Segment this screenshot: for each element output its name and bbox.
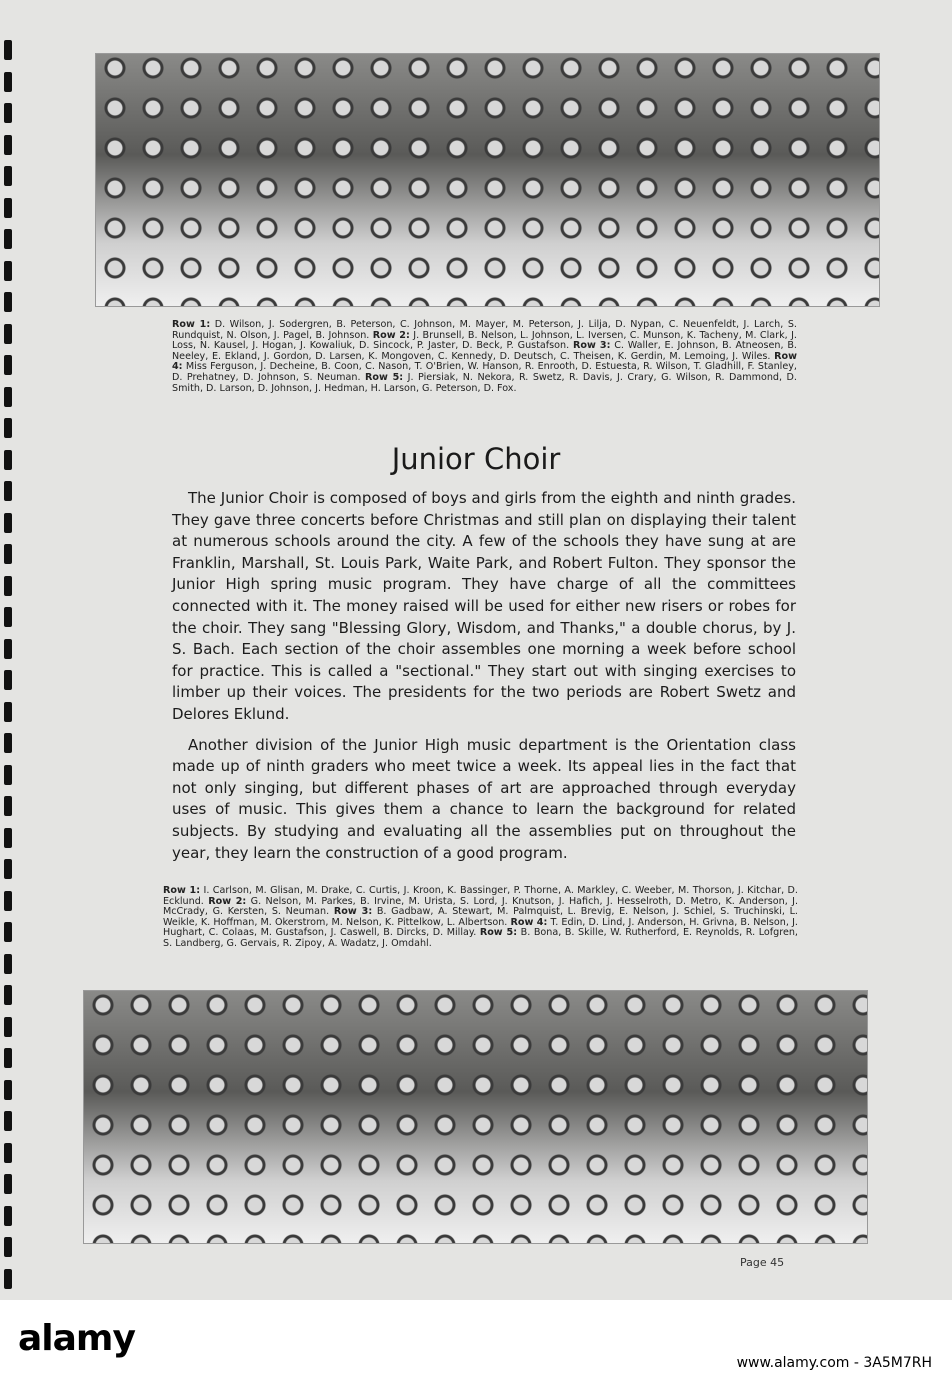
spiral-ring: [4, 355, 12, 375]
spiral-ring: [4, 576, 12, 596]
spiral-ring: [4, 418, 12, 438]
spiral-ring: [4, 103, 12, 123]
paragraph: Another division of the Junior High music department is the Orientation class made up of ninth graders who meet twice a week. Its appeal lies in the fact that not only singing, but different phases of art are approached through everyday uses of music. This gives them a chance to learn the background for related subjects. By studying and evaluating all the assemblies put on throughout the year, they learn the construction of a good program.: [172, 735, 796, 862]
caption-row: Row 2: J. Brunsell, B. Nelson, L. Johnson, L. Iversen, C. Munson, K. Tacheny, M. Clark, J. Loss, N. Kausel, J. Hogan, J. Kowaliuk, D. Sincock, P. Jaster, D. Beck, P. Gustafson.: [172, 329, 797, 352]
page-number: Page 45: [740, 1256, 785, 1269]
spiral-ring: [4, 166, 12, 186]
paragraph: The Junior Choir is composed of boys and girls from the eighth and ninth grades. They gave three concerts before Christmas and still plan on displaying their talent at numerous schools around the city. A few of the schools they have sung at are Franklin, Marshall, St. Louis Park, Waite Park, and Robert Fulton. They sponsor the Junior High spring music program. They have charge of all the committees connected with it. The money raised will be used for either new risers or robes for the choir. They sang "Blessing Glory, Wisdom, and Thanks," a double chorus, by J. S. Bach. Each section of the choir assembles one morning a week before school for practice. This is called a "sectional." They start out with singing exercises to limber up their voices. The presidents for the two periods are Robert Swetz and Delores Eklund.: [172, 489, 796, 723]
choir-group-photo-top: [95, 53, 880, 307]
caption-row: Row 4: T. Edin, D. Lind, J. Anderson, H. Grivna, B. Nelson, J. Hughart, C. Colaas, M. Gustafson, J. Caswell, B. Dircks, D. Millay.: [163, 916, 798, 939]
spiral-ring: [4, 198, 12, 218]
spiral-ring: [4, 1111, 12, 1131]
spiral-binding: [4, 40, 16, 1290]
choir-group-photo-bottom: [83, 990, 868, 1244]
article-body: [172, 488, 796, 873]
spiral-ring: [4, 702, 12, 722]
spiral-ring: [4, 733, 12, 753]
spiral-ring: [4, 1237, 12, 1257]
spiral-ring: [4, 1174, 12, 1194]
spiral-ring: [4, 261, 12, 281]
alamy-logo: alamy: [18, 1318, 135, 1359]
spiral-ring: [4, 607, 12, 627]
spiral-ring: [4, 765, 12, 785]
spiral-ring: [4, 1017, 12, 1037]
watermark-footer: [0, 1300, 952, 1390]
spiral-ring: [4, 40, 12, 60]
spiral-ring: [4, 639, 12, 659]
spiral-ring: [4, 922, 12, 942]
spiral-ring: [4, 985, 12, 1005]
spiral-ring: [4, 387, 12, 407]
stock-id-text: www.alamy.com - 3A5M7RH: [736, 1355, 932, 1371]
spiral-ring: [4, 1080, 12, 1100]
caption-row: Row 3: B. Gadbaw, A. Stewart, M. Palmquist, L. Brevig, E. Nelson, J. Schiel, S. Truchinski, L. Weikle, K. Hoffman, M. Okerstrom, M. Nelson, K. Pittelkow, L. Albertson.: [163, 906, 798, 928]
caption-row: Row 3: C. Waller, E. Johnson, B. Atneosen, B. Neeley, E. Ekland, J. Gordon, D. Larsen, K. Mongoven, C. Kennedy, D. Deutsch, C. Theisen, K. Gerdin, M. Lemoing, J. Wiles.: [172, 340, 797, 362]
spiral-ring: [4, 1048, 12, 1068]
spiral-ring: [4, 1206, 12, 1226]
section-title: Junior Choir: [391, 442, 561, 476]
caption-row: Row 2: G. Nelson, M. Parkes, B. Irvine, M. Urista, S. Lord, J. Knutson, J. Hafich, J. Hesselroth, D. Metro, K. Anderson, J. McCrady, G. Kersten, S. Neuman.: [163, 895, 799, 918]
spiral-ring: [4, 513, 12, 533]
top-photo-caption: [172, 320, 797, 394]
spiral-ring: [4, 828, 12, 848]
spiral-ring: [4, 670, 12, 690]
spiral-ring: [4, 292, 12, 312]
caption-row: Row 5: B. Bona, B. Skille, W. Rutherford, E. Reynolds, R. Lofgren, S. Landberg, G. Gervais, R. Zipoy, A. Wadatz, J. Omdahl.: [163, 927, 798, 949]
spiral-ring: [4, 481, 12, 501]
spiral-ring: [4, 544, 12, 564]
spiral-ring: [4, 954, 12, 974]
spiral-ring: [4, 891, 12, 911]
spiral-ring: [4, 1143, 12, 1163]
spiral-ring: [4, 796, 12, 816]
caption-row: Row 4: Miss Ferguson, J. Decheine, B. Coon, C. Nason, T. O'Brien, W. Hanson, R. Enrooth, D. Estuesta, R. Wilson, T. Gladhill, F. Stanley, D. Prehatney, D. Johnson, S. Neuman.: [172, 350, 797, 383]
spiral-ring: [4, 859, 12, 879]
spiral-ring: [4, 72, 12, 92]
caption-row: Row 1: I. Carlson, M. Glisan, M. Drake, C. Curtis, J. Kroon, K. Bassinger, P. Thorne, A. Markley, C. Weeber, M. Thorson, J. Kitchar, D. Ecklund.: [163, 885, 798, 907]
spiral-ring: [4, 324, 12, 344]
caption-row: Row 5: J. Piersiak, N. Nekora, R. Swetz, R. Davis, J. Crary, G. Wilson, R. Dammond, D. Smith, D. Larson, D. Johnson, J. Hedman, H. Larson, G. Peterson, D. Fox.: [172, 371, 797, 394]
spiral-ring: [4, 135, 12, 155]
caption-row: Row 1: D. Wilson, J. Sodergren, B. Peterson, C. Johnson, M. Mayer, M. Peterson, J. Lilja, D. Nypan, C. Neuenfeldt, J. Larch, S. Rundquist, N. Olson, J. Pagel, B. Johnson.: [172, 319, 797, 341]
spiral-ring: [4, 229, 12, 249]
spiral-ring: [4, 1269, 12, 1289]
bottom-photo-caption: [163, 886, 798, 950]
